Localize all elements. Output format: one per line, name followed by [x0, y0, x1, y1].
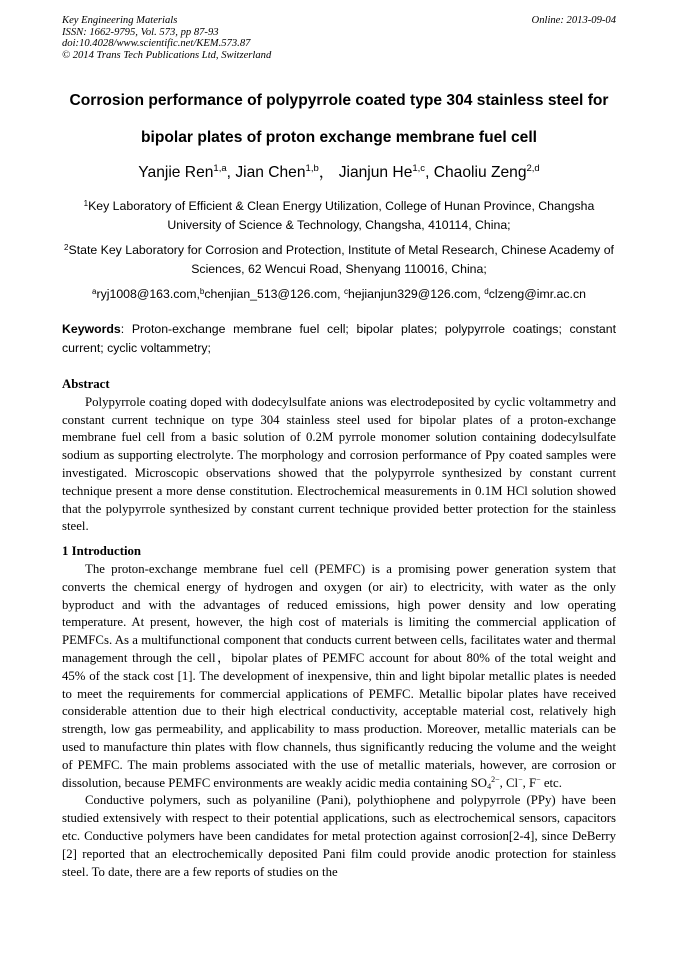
paper-title-line1: Corrosion performance of polypyrrole coated type 304 stainless steel for: [69, 92, 609, 109]
introduction-heading: 1 Introduction: [62, 544, 142, 559]
author-name: Jianjun He: [338, 164, 413, 181]
intro-paragraph-2: Conductive polymers, such as polyaniline (Pani), polythiophene and polypyrrole (PPy) have been studied extensively with respect to their potential applications, such as electrochemical sensors, capacitors etc. Conductive polymers have been candidates for metal protection against corrosion[2-4], since DeBerry [2] reported that an electrochemically deposited Pani film could provide anodic protection for stainless steel. To date, there are a few reports of studies on the: [62, 793, 616, 879]
journal-header: [62, 15, 616, 61]
subscript: 4: [487, 781, 492, 791]
paper-title-line2: bipolar plates of proton exchange membrane fuel cell: [141, 129, 537, 146]
keywords: [62, 320, 616, 358]
email-address: hejianjun329@126.com,: [348, 287, 485, 301]
copyright-line: © 2014 Trans Tech Publications Ltd, Switzerland: [62, 49, 272, 61]
email-address: ryj1008@163.com,: [96, 287, 200, 301]
author-list: [30, 160, 648, 182]
keywords-label: Keywords: [62, 322, 121, 336]
affiliation-text: State Key Laboratory for Corrosion and Protection, Institute of Metal Research, Chinese Academy of Sciences, 62 Wencui Road, Shenyang 110016, China;: [68, 243, 614, 276]
author-affil-marker: 1,b: [305, 163, 319, 174]
online-date: Online: 2013-09-04: [531, 15, 616, 26]
journal-name: Key Engineering Materials: [62, 15, 178, 26]
affiliation-marker: 1: [83, 199, 89, 208]
author-affil-marker: 2,d: [526, 163, 540, 174]
abstract-text: Polypyrrole coating doped with dodecylsulfate anions was electrodeposited by cyclic voltammetry and constant current technique on type 304 stainless steel used for bipolar plates of a proton-exchange membrane fuel cell from a basic solution of 0.2M pyrrole monomer solution containing dodecylsulfate sodium as supporting electrolyte. The morphology and corrosion performance of Ppy coated samples were investigated. Microscopic observations showed that the polypyrrole synthesized by constant current technique present a more dense constitution. Electrochemical measurements in 0.1M HCl solution showed that the polypyrrole synthesized by constant current technique provided better protection for the stainless steel.: [62, 394, 616, 534]
author-name: Jian Chen: [235, 164, 306, 181]
affiliation-1: [60, 197, 618, 235]
email-address: clzeng@imr.ac.cn: [488, 287, 586, 301]
affiliation-marker: 2: [64, 243, 69, 252]
superscript: −: [536, 774, 541, 784]
affiliation-text: Key Laboratory of Efficient & Clean Energy Utilization, College of Hunan Province, Changsha University of Science & Technology, Changsha, 410114, China;: [88, 199, 595, 232]
intro-p1-text: The proton-exchange membrane fuel cell (PEMFC) is a promising power generation system that converts the chemical energy of hydrogen and oxygen (or air) to electricity, with water as the only byproduct and with the advantages of reduced emissions, high power density and low operating temperature. At present, however, the high cost of materials is limiting the commercial application of PEMFCs. As a multifunctional component that conducts current between cells, facilitates water and thermal management through the cell，bipolar plates of PEMFC account for about 80% of the total weight and 45% of the stack cost [1]. The development of inexpensive, thin and light bipolar metallic plates is needed to meet the requirements for commercial applications of PEMFC. Metallic bipolar plates have received considerable attention due to their high electrical conductivity, acceptable material cost, relatively high strength, low gas permeability, and applicability to mass production. Moreover, metallic materials can be used to manufacture thin plates with flow channels, thus significantly reducing the volume and the weight of PEMFC. The main problems associated with the use of metallic materials, however, are corrosion or dissolution, because PEMFC environments are weakly acidic media containing SO: [62, 561, 616, 790]
body-text: [62, 376, 616, 881]
email-marker: a: [92, 287, 97, 296]
superscript: 2−: [491, 774, 500, 784]
intro-p1-text: , Cl: [499, 775, 519, 790]
doi-line: doi:10.4028/www.scientific.net/KEM.573.87: [62, 38, 251, 50]
intro-p1-text: etc.: [540, 775, 562, 790]
superscript: −: [518, 774, 523, 784]
intro-p1-text: , F: [522, 775, 537, 790]
email-marker: c: [344, 287, 349, 296]
author-name: Chaoliu Zeng: [433, 164, 527, 181]
author-affil-marker: 1,c: [412, 163, 426, 174]
email-marker: b: [199, 287, 205, 296]
intro-paragraph-1: [62, 561, 616, 792]
email-marker: d: [484, 287, 489, 296]
author-separator: ,: [425, 164, 434, 181]
author-separator: ，: [318, 164, 339, 181]
email-list: [60, 285, 618, 304]
email-address: chenjian_513@126.com,: [204, 287, 345, 301]
keywords-text: : Proton-exchange membrane fuel cell; bipolar plates; polypyrrole coatings; constant current; cyclic voltammetry;: [62, 322, 616, 355]
affiliation-2: [60, 241, 618, 279]
author-separator: ,: [226, 164, 236, 181]
author-name: Yanjie Ren: [138, 164, 214, 181]
author-affil-marker: 1,a: [213, 163, 227, 174]
abstract-heading: Abstract: [62, 377, 110, 391]
issn-line: ISSN: 1662-9795, Vol. 573, pp 87-93: [62, 26, 219, 38]
